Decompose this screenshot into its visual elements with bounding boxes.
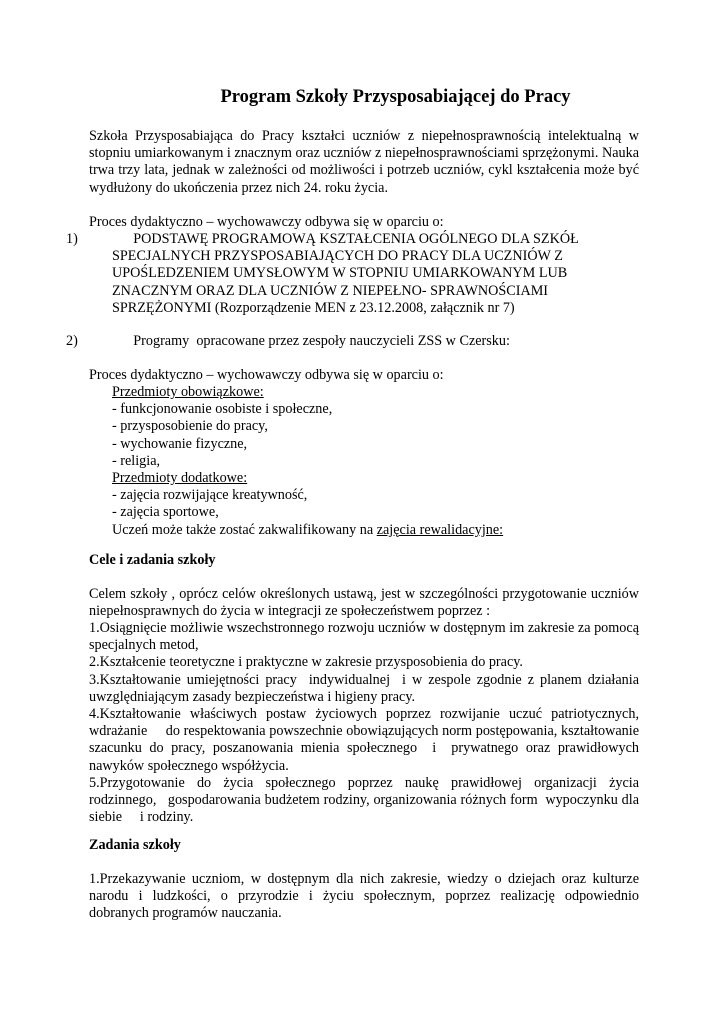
intro-paragraph: Szkoła Przysposabiająca do Pracy kształci uczniów z niepełnosprawnością intelektualną w stopniu umiarkowanym i znacznym oraz uczniów z niepełnosprawnościami sprzężonymi. Nauka trwa trzy lata, jednak w zależności od możliwości i potrzeb uczniów, cykl kształcenia może być wydłużony do ukończenia przez nich 24. roku życia. (89, 128, 639, 196)
basis-item-text: Programy opracowane przez zespoły nauczycieli ZSS w Czersku: (112, 333, 510, 349)
mandatory-item: - wychowanie fizyczne, (112, 435, 248, 452)
basis-item-number: 2) (66, 333, 78, 349)
goal-item: 1.Osiągnięcie możliwie wszechstronnego rozwoju uczniów w dostępnym im zakresie za pomocą specjalnych metod, (89, 620, 661, 654)
rehab-link: zajęcia rewalidacyjne: (376, 521, 504, 538)
basis-item-1 (66, 231, 639, 317)
mandatory-heading: Przedmioty obowiązkowe: (112, 384, 264, 400)
rehab-prefix: Uczeń może także zostać zakwalifikowany na (112, 521, 377, 538)
basis-item-2 (66, 333, 639, 350)
tasks-heading: Zadania szkoły (89, 837, 181, 853)
basis-item-number: 1) (66, 231, 78, 247)
goal-item: 5.Przygotowanie do życia społecznego poprzez naukę prawidłowej organizacji życia rodzinnego, gospodarowania budżetem rodziny, organizowania różnych form wypoczynku dla siebie i rodziny. (89, 774, 647, 826)
goals-list (89, 620, 661, 826)
process-intro-1: Proces dydaktyczno – wychowawczy odbywa się w oparciu o: (89, 214, 444, 230)
goal-item: 2.Kształcenie teoretyczne i praktyczne w zakresie przysposobienia do pracy. (89, 654, 523, 671)
page-title: Program Szkoły Przysposabiającej do Pracy (220, 87, 571, 107)
tasks-list (89, 871, 650, 923)
process-intro-2: Proces dydaktyczno – wychowawczy odbywa się w oparciu o: (89, 367, 444, 383)
task-item: 1.Przekazywanie uczniom, w dostępnym dla nich zakresie, wiedzy o dziejach oraz kulturze narodu i ludzkości, o przyrodzie i życiu społecznym, poprzez realizację odpowiednio dobranych programów nauczania. (89, 871, 650, 922)
extra-heading: Przedmioty dodatkowe: (112, 470, 248, 487)
goals-intro: Celem szkoły , oprócz celów określonych ustawą, jest w szczególności przygotowanie uczniów niepełnosprawnych do życia w integracji ze społeczeństwem poprzez : (89, 586, 639, 620)
mandatory-item: - przysposobienie do pracy, (112, 418, 268, 435)
mandatory-item: - funkcjonowanie osobiste i społeczne, (112, 401, 333, 418)
extra-item: - zajęcia rozwijające kreatywność, (112, 487, 308, 504)
goals-heading: Cele i zadania szkoły (89, 552, 216, 568)
rehab-line (112, 522, 632, 539)
goal-item: 4.Kształtowanie właściwych postaw życiowych poprzez rozwijanie uczuć patriotycznych, wdrażanie do respektowania powszechnie obowiązujących norm postępowania, kształtowanie szacunku do pracy, poszanowania mienia społecznego i prywatnego oraz prawidłowych nawyków społecznego współżycia. (89, 706, 650, 774)
goal-item: 3.Kształtowanie umiejętności pracy indywidualnej i w zespole zgodnie z planem działania uwzględniającym zasady bezpieczeństwa i higieny pracy. (89, 671, 647, 705)
mandatory-item: - religia, (112, 452, 161, 469)
subjects-block (112, 384, 632, 539)
extra-item: - zajęcia sportowe, (112, 504, 219, 521)
basis-item-text: PODSTAWĘ PROGRAMOWĄ KSZTAŁCENIA OGÓLNEGO DLA SZKÓŁ SPECJALNYCH PRZYSPOSABIAJĄCYCH DO PRACY DLA UCZNIÓW Z UPOŚLEDZENIEM UMYSŁOWYM W STOPNIU UMIARKOWANYM LUB ZNACZNYM ORAZ DLA UCZNIÓW Z NIEPEŁNO- SPRAWNOŚCIAMI SPRZĘŻONYMI (Rozporządzenie MEN z 23.12.2008, załącznik nr 7) (112, 231, 583, 316)
